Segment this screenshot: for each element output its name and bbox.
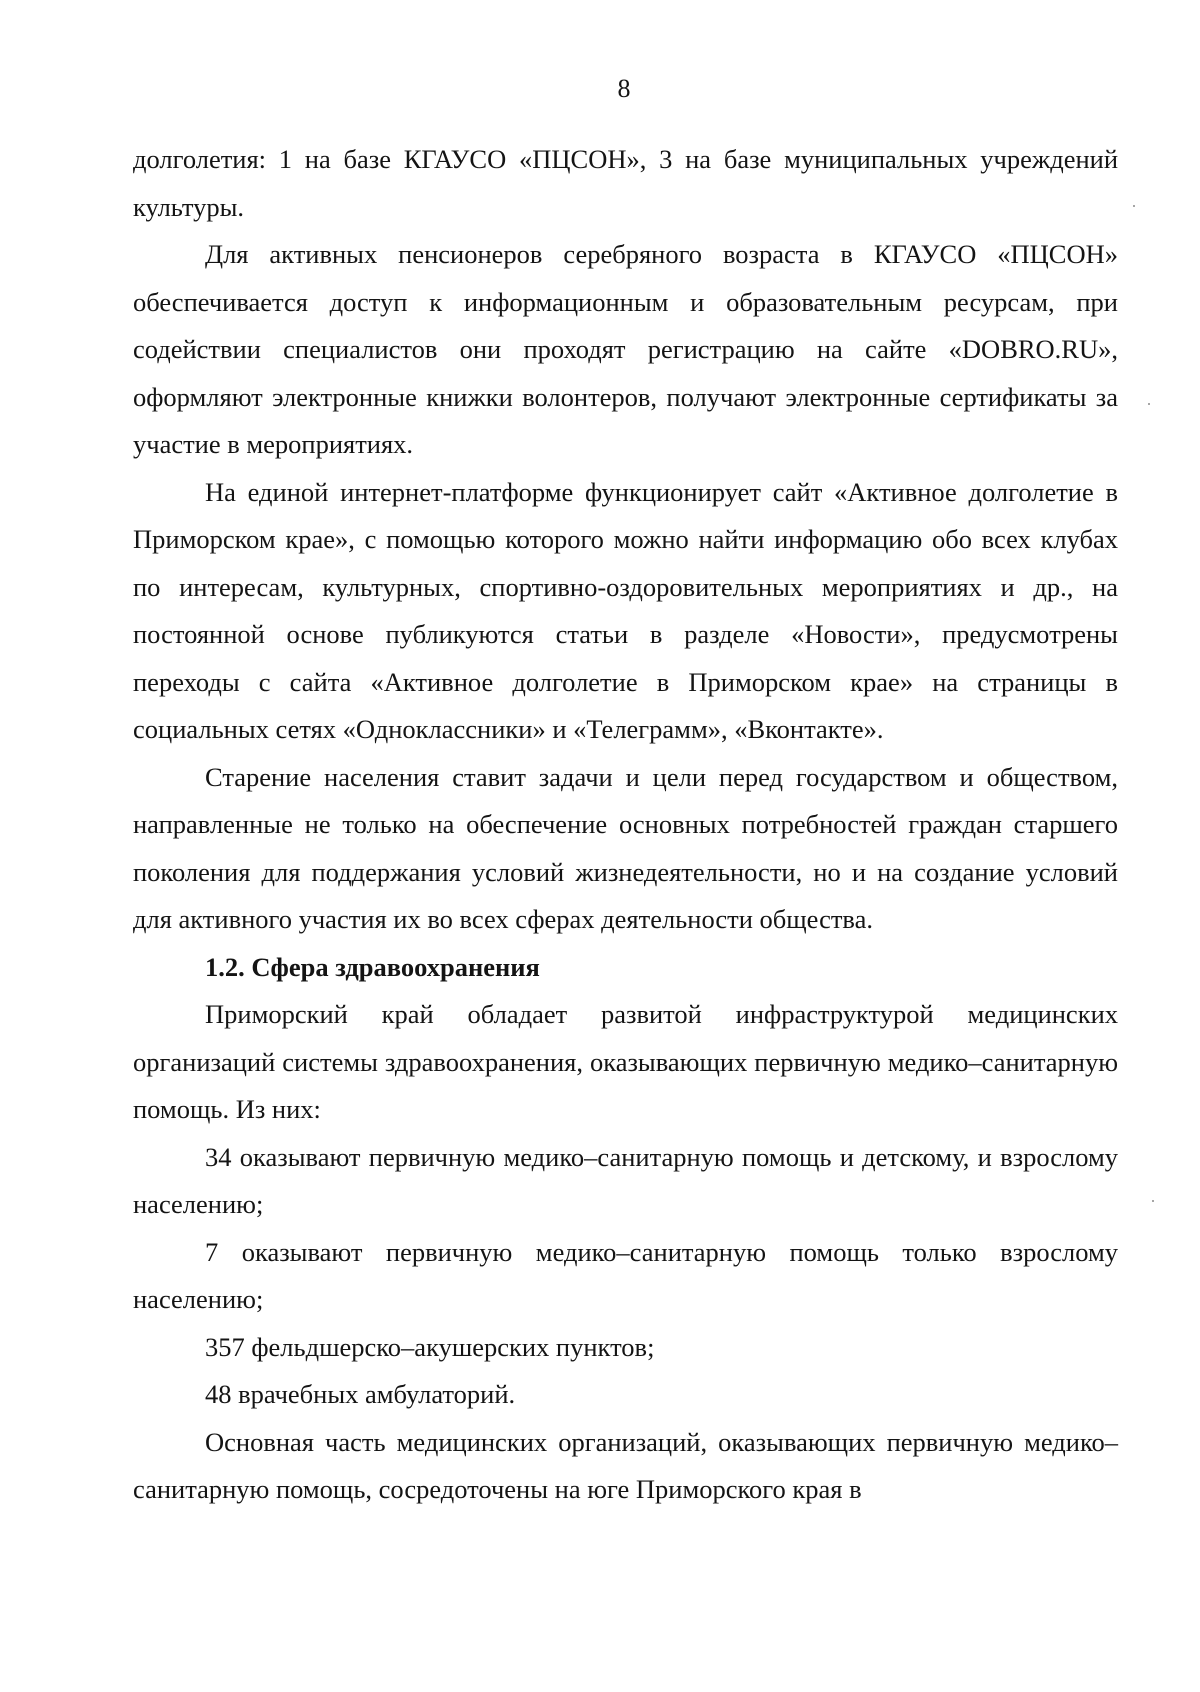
scan-speck	[1152, 1200, 1154, 1202]
paragraph-continuation: долголетия: 1 на базе КГАУСО «ПЦСОН», 3 на базе муниципальных учреждений культуры.	[133, 144, 1118, 222]
scan-speck	[1148, 403, 1150, 405]
paragraph-healthcare-infrastructure: Приморский край обладает развитой инфраструктурой медицинских организаций системы здравоохранения, оказывающих первичную медико–санитарную помощь. Из них:	[133, 999, 1118, 1124]
list-item-357-fap: 357 фельдшерско–акушерских пунктов;	[205, 1331, 655, 1362]
paragraph-internet-platform: На единой интернет-платформе функционирует сайт «Активное долголетие в Приморском крае», с помощью которого можно найти информацию обо всех клубах по интересам, культурных, спортивно-оздоровительных мероприятиях и др., на постоянной основе публикуются статьи в разделе «Новости», предусмотрены переходы с сайта «Активное долголетие в Приморском крае» на страницы в социальных сетях «Одноклассники» и «Телеграмм», «Вконтакте».	[133, 476, 1118, 744]
list-item-7-organizations: 7 оказывают первичную медико–санитарную помощь только взрослому населению;	[133, 1236, 1118, 1314]
paragraph-active-pensioners: Для активных пенсионеров серебряного возраста в КГАУСО «ПЦСОН» обеспечивается доступ к информационным и образовательным ресурсам, при содействии специалистов они проходят регистрацию на сайте «DOBRO.RU», оформляют электронные книжки волонтеров, получают электронные сертификаты за участие в мероприятиях.	[133, 239, 1118, 459]
section-heading: 1.2. Сфера здравоохранения	[205, 951, 540, 982]
list-item-34-organizations: 34 оказывают первичную медико–санитарную помощь и детскому, и взрослому населению;	[133, 1141, 1118, 1219]
paragraph-population-aging: Старение населения ставит задачи и цели перед государством и обществом, направленные не только на обеспечение основных потребностей граждан старшего поколения для поддержания условий жизнедеятельности, но и на создание условий для активного участия их во всех сферах деятельности общества.	[133, 761, 1118, 934]
list-item-48-ambulatories: 48 врачебных амбулаторий.	[205, 1379, 516, 1409]
page-number: 8	[617, 74, 631, 103]
paragraph-main-part-organizations: Основная часть медицинских организаций, оказывающих первичную медико–санитарную помощь, сосредоточены на юге Приморского края в	[133, 1426, 1118, 1504]
scan-speck	[1133, 205, 1135, 207]
document-body	[133, 136, 1118, 1514]
